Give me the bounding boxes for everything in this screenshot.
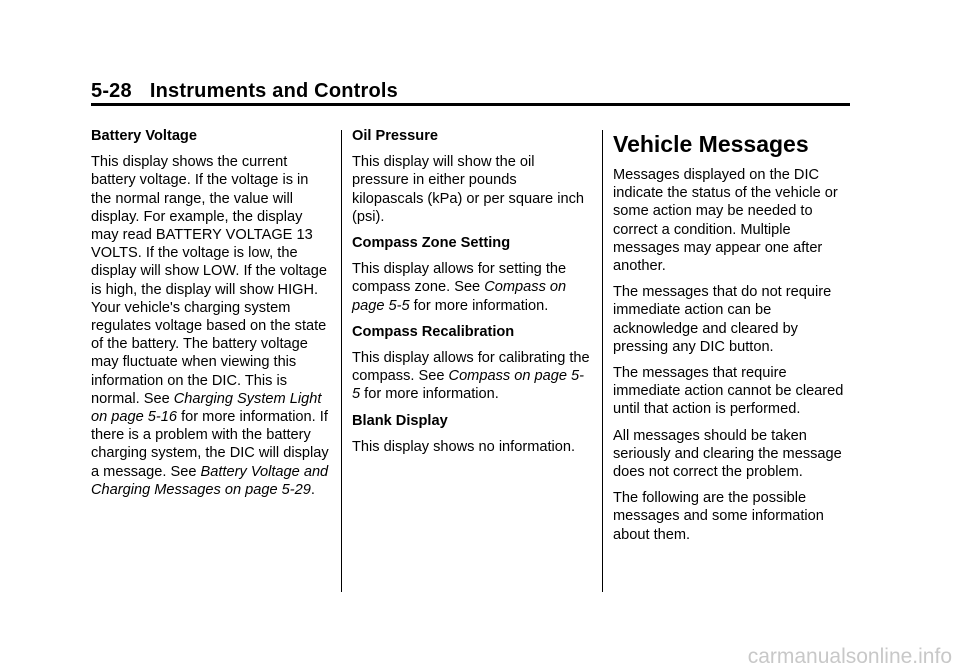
watermark: carmanualsonline.info: [747, 645, 952, 668]
page-header: [91, 80, 398, 103]
battery-text: This display shows the current battery voltage. If the voltage is in the normal range, the value will display. For example, the display may read BATTERY VOLTAGE 13 VOLTS. If the voltage is low, the display will show LOW. If the voltage is high, the display will show HIGH. Your vehicle's charging system regulates voltage based on the state of the battery. The battery voltage may fluctuate when viewing this information on the DIC. This is normal. See: [91, 154, 328, 407]
page-number: 5-28: [91, 80, 132, 102]
battery-text: .: [310, 481, 315, 498]
zone-text: for more information.: [409, 297, 549, 314]
compass-recalibration-heading: Compass Recalibration: [352, 323, 515, 340]
oil-pressure-paragraph: This display will show the oil pressure in either pounds kilopascals (kPa) or per square inch (psi).: [352, 154, 584, 225]
vehicle-messages-title: Vehicle Messages: [613, 131, 809, 157]
column-left: [91, 127, 331, 507]
battery-voltage-paragraph: [91, 153, 331, 499]
messages-paragraph: All messages should be taken seriously and clearing the message does not correct the problem.: [613, 427, 842, 481]
section-title: Instruments and Controls: [149, 80, 398, 102]
messages-paragraph: The following are the possible messages and some information about them.: [613, 490, 824, 543]
column-middle: [352, 127, 592, 464]
messages-paragraph: Messages displayed on the DIC indicate the status of the vehicle or some action may be needed to correct a condition. Multiple messages may appear one after another.: [613, 167, 838, 275]
battery-messages-reference[interactable]: Battery Voltage and Charging Messages on page 5-29: [91, 463, 329, 498]
compass-zone-paragraph: [352, 260, 592, 315]
compass-zone-heading: Compass Zone Setting: [352, 235, 511, 252]
compass-recalibration-paragraph: [352, 349, 592, 404]
messages-paragraph: The messages that require immediate action cannot be cleared until that action is performed.: [613, 365, 844, 418]
messages-paragraph: The messages that do not require immediate action can be acknowledge and cleared by pressing any DIC button.: [613, 284, 832, 355]
zone-text: This display allows for setting the compass zone. See: [352, 261, 567, 296]
header-rule: [91, 103, 850, 106]
blank-display-heading: Blank Display: [352, 412, 448, 429]
battery-text: for more information. If there is a problem with the battery charging system, the DIC will display a message. See: [91, 409, 329, 480]
recal-text: for more information.: [360, 386, 499, 403]
battery-voltage-heading: Battery Voltage: [91, 128, 197, 144]
recal-text: This display allows for calibrating the compass. See: [352, 350, 590, 385]
blank-display-paragraph: This display shows no information.: [352, 438, 576, 455]
column-right: [613, 127, 853, 552]
charging-light-reference[interactable]: Charging System Light on page 5-16: [91, 390, 322, 426]
compass-reference[interactable]: Compass on page 5-5: [352, 279, 567, 314]
column-divider: [602, 130, 603, 592]
oil-pressure-heading: Oil Pressure: [352, 128, 438, 144]
column-divider: [341, 130, 342, 592]
compass-reference[interactable]: Compass on page 5-5: [352, 368, 585, 403]
